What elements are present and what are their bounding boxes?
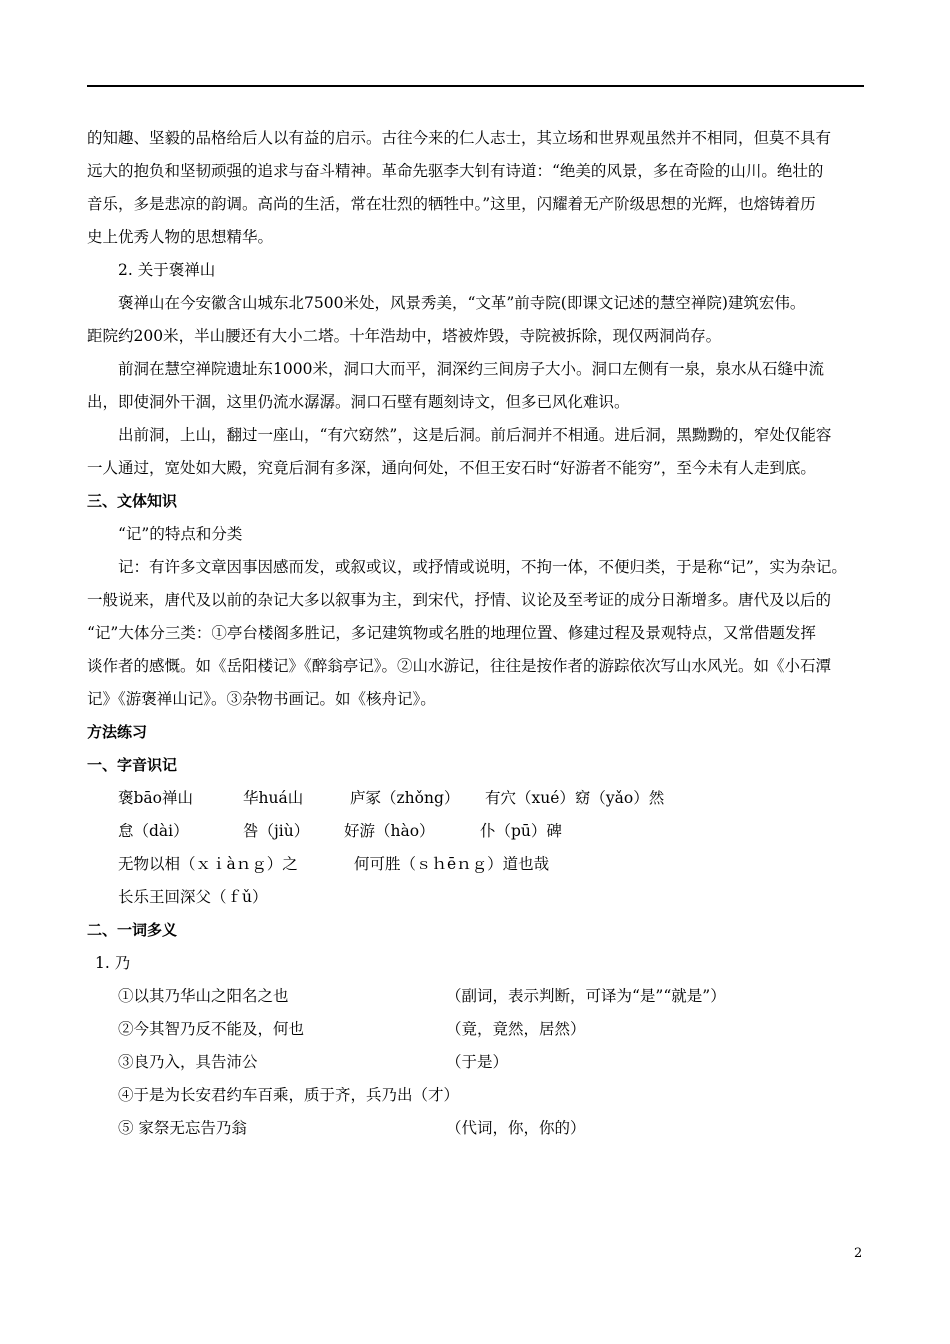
subsection-heading-about: 2. 关于褒禅山 — [118, 261, 216, 279]
pronunciation-row — [87, 848, 865, 881]
example-sentence: ③良乃入，具告沛公 — [118, 1053, 258, 1071]
pronunciation-item: 怠（dài） — [118, 822, 189, 840]
definition-note: （代词，你，你的） — [446, 1119, 586, 1137]
text-line: 褒禅山在今安徽含山城东北7500米处，风景秀美，“文革”前寺院(即课文记述的慧空禅院)建筑宏伟。 — [118, 294, 806, 312]
header-rule — [87, 85, 864, 87]
text-line: 记：有许多文章因事因感而发，或叙或议，或抒情或说明，不拘一体，不便归类，于是称“记”，实为杂记。 — [118, 558, 847, 576]
pronunciation-item: 褒bāo禅山 — [118, 789, 193, 807]
definition-row — [87, 1079, 865, 1112]
section-heading-pronunciation: 一、字音识记 — [87, 756, 178, 774]
definition-note: （于是） — [446, 1053, 509, 1071]
definition-note: （副词，表示判断，可译为“是”“就是”） — [446, 987, 726, 1005]
pronunciation-item: 好游（hào） — [344, 822, 435, 840]
text-line: 史上优秀人物的思想精华。 — [87, 228, 274, 246]
text-line: 出，即使洞外干涸，这里仍流水潺潺。洞口石壁有题刻诗文，但多已风化难识。 — [87, 393, 630, 411]
subheading-ji: “记”的特点和分类 — [118, 525, 243, 543]
definition-row — [87, 1013, 865, 1046]
text-line: “记”大体分三类：①亭台楼阁多胜记，多记建筑物或名胜的地理位置、修建过程及景观特点，又常借题发挥 — [87, 624, 816, 642]
method-heading: 方法练习 — [87, 723, 148, 741]
text-line: 记》《游褒禅山记》。③杂物书画记。如《核舟记》。 — [87, 690, 436, 708]
text-line: 音乐，多是悲凉的韵调。高尚的生活，常在壮烈的牺牲中。”这里，闪耀着无产阶级思想的光辉，也熔铸着历 — [87, 195, 816, 213]
pronunciation-item: 咎（jiù） — [243, 822, 310, 840]
definition-note: （竟，竟然，居然） — [446, 1020, 586, 1038]
pronunciation-item: 仆（pū）碑 — [480, 822, 562, 840]
example-sentence: ④于是为长安君约车百乘，质于齐，兵乃出 — [118, 1086, 413, 1104]
definition-note: （才） — [412, 1086, 460, 1104]
section-heading-polysemy: 二、一词多义 — [87, 921, 178, 939]
pronunciation-row — [87, 815, 865, 848]
pronunciation-row — [87, 881, 865, 914]
page-number: 2 — [854, 1246, 863, 1261]
text-line: 谈作者的感慨。如《岳阳楼记》《醉翁亭记》。②山水游记，往往是按作者的游踪依次写山水风光。如《小石潭 — [87, 657, 832, 675]
pronunciation-row — [87, 782, 865, 815]
document-body — [87, 122, 865, 1145]
text-line: 远大的抱负和坚韧顽强的追求与奋斗精神。革命先驱李大钊有诗道：“绝美的风景，多在奇险的山川。绝壮的 — [87, 162, 824, 180]
pronunciation-item: 无物以相（ｘｉàｎｇ）之 — [118, 855, 298, 873]
example-sentence: ①以其乃华山之阳名之也 — [118, 987, 289, 1005]
text-line: 一人通过，宽处如大殿，究竟后洞有多深，通向何处，不但王安石时“好游者不能穷”，至今未有人走到底。 — [87, 459, 816, 477]
section-heading-genre: 三、文体知识 — [87, 492, 178, 510]
example-sentence: ⑤ 家祭无忘告乃翁 — [118, 1119, 247, 1137]
subsection-heading-nai: 1. 乃 — [95, 954, 131, 972]
text-line: 出前洞，上山，翻过一座山，“有穴窈然”，这是后洞。前后洞并不相通。进后洞，黑黝黝的，窄处仅能容 — [118, 426, 832, 444]
text-line: 的知趣、坚毅的品格给后人以有益的启示。古往今来的仁人志士，其立场和世界观虽然并不相同，但莫不具有 — [87, 129, 832, 147]
text-line: 距院约200米，半山腰还有大小二塔。十年浩劫中，塔被炸毁，寺院被拆除，现仅两洞尚存。 — [87, 327, 722, 345]
text-line: 前洞在慧空禅院遗址东1000米，洞口大而平，洞深约三间房子大小。洞口左侧有一泉，泉水从石缝中流 — [118, 360, 824, 378]
pronunciation-item: 何可胜（ｓｈēｎｇ）道也哉 — [354, 855, 550, 873]
text-line: 一般说来，唐代及以前的杂记大多以叙事为主，到宋代，抒情、议论及至考证的成分日渐增多。唐代及以后的 — [87, 591, 832, 609]
pronunciation-item: 有穴（xué）窈（yǎo）然 — [485, 789, 665, 807]
pronunciation-item: 华huá山 — [243, 789, 304, 807]
pronunciation-item: 长乐王回深父（ｆǔ） — [118, 888, 268, 906]
example-sentence: ②今其智乃反不能及，何也 — [118, 1020, 305, 1038]
definition-row — [87, 1046, 865, 1079]
definition-row — [87, 1112, 865, 1145]
definition-row — [87, 980, 865, 1013]
pronunciation-item: 庐冢（zhǒng） — [350, 789, 460, 807]
